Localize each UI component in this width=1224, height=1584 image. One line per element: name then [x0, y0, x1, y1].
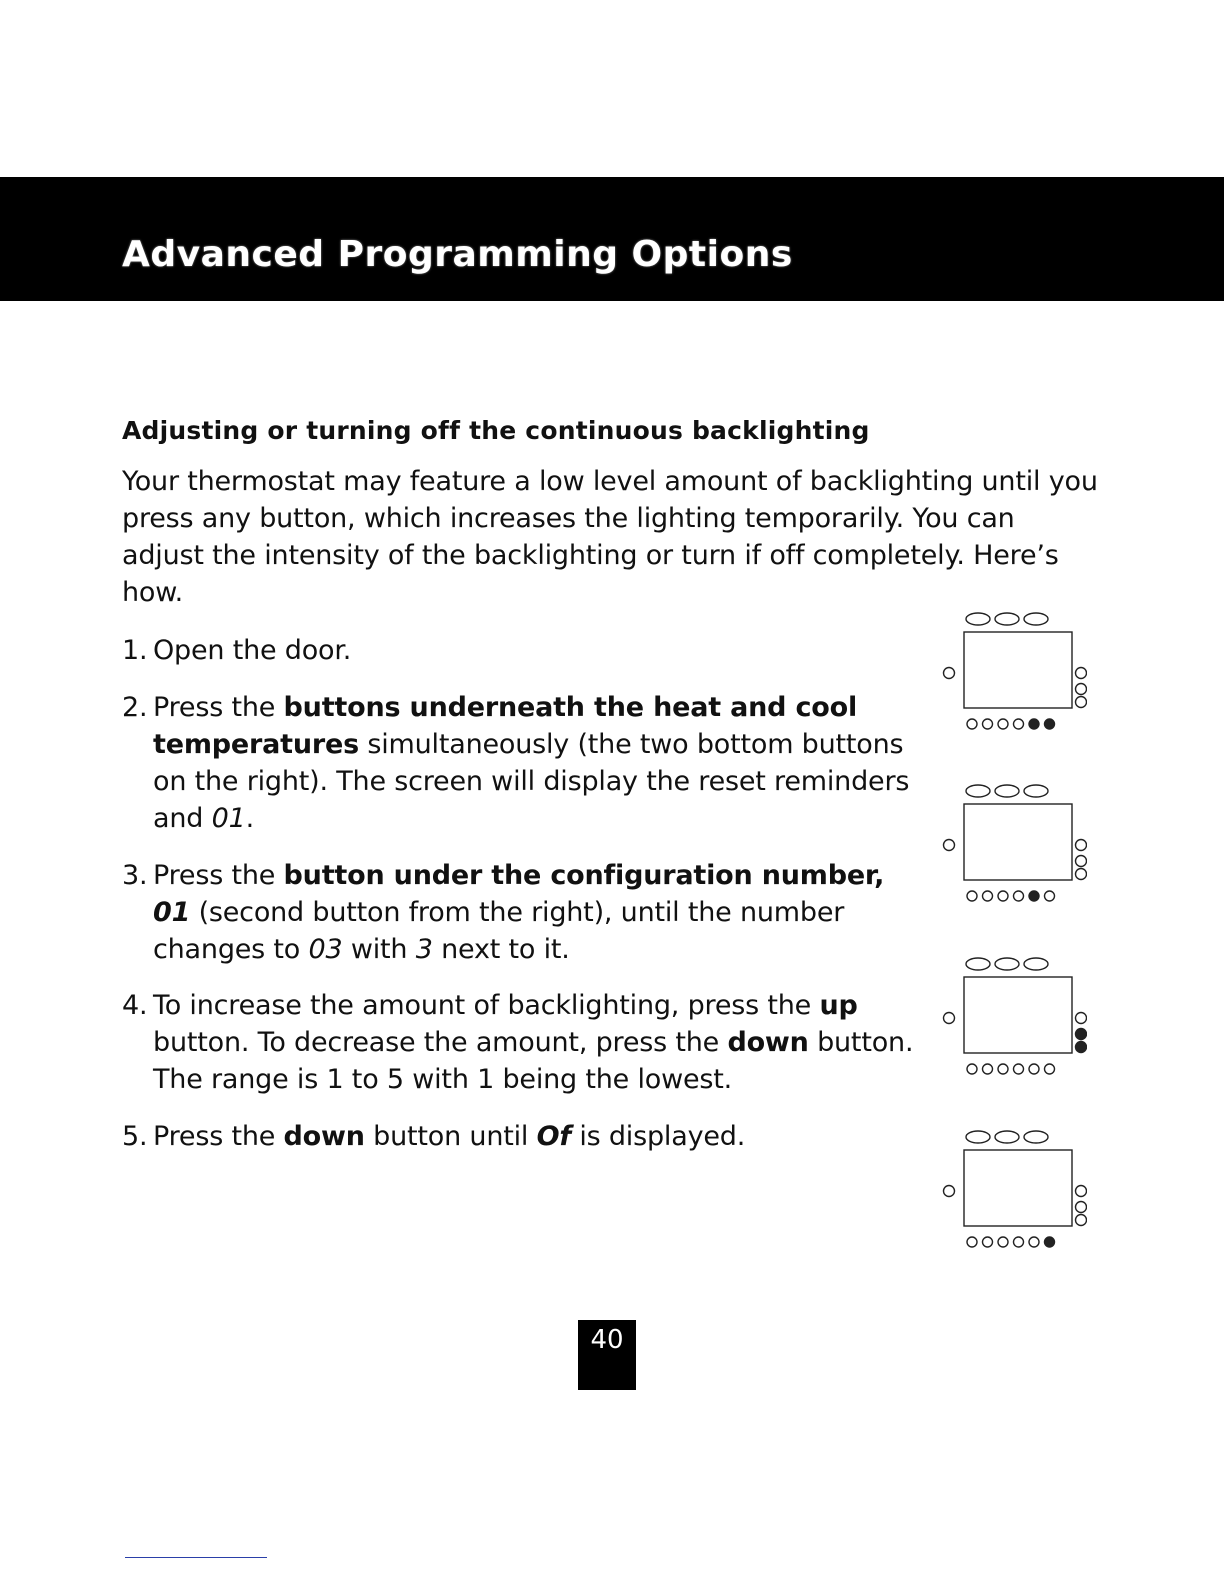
side-button [944, 840, 955, 851]
step-text-run: is displayed. [570, 1121, 746, 1152]
step-text-run: 01 [153, 897, 191, 928]
step-text-run: button. The range is 1 to 5 with 1 being the lowest. [153, 1027, 914, 1095]
bottom-button [967, 1064, 977, 1074]
step-text-run [537, 1121, 571, 1152]
display-screen [964, 977, 1072, 1053]
step-text-run: button. To decrease the amount, press the [153, 1027, 728, 1058]
top-oval-button [1024, 785, 1048, 797]
step-text [122, 1118, 922, 1155]
step-text-run: up [819, 990, 858, 1021]
top-oval-button [966, 1131, 990, 1143]
step-text-run: 3 [415, 934, 433, 965]
side-button [1076, 840, 1087, 851]
step-text-run: with [342, 934, 416, 965]
step-number: 2. [122, 692, 148, 723]
footer-rule [125, 1557, 267, 1558]
bottom-button [983, 1237, 993, 1247]
step-item [122, 857, 922, 968]
thermostat-diagram-step-4 [937, 953, 1087, 1123]
step-item [122, 632, 922, 669]
bottom-button-pressed [1029, 891, 1039, 901]
intro-paragraph: Your thermostat may feature a low level amount of backlighting until you press any button, which increases the lighting temporarily. You can adjust the intensity of the backlighting or turn if off completely. Here’s how. [122, 466, 1098, 608]
top-oval-button [966, 785, 990, 797]
step-text-run: Open the door. [153, 635, 352, 666]
bottom-button [998, 1237, 1008, 1247]
bottom-button-pressed [1045, 719, 1055, 729]
step-number: 3. [122, 860, 148, 891]
top-oval-button [1024, 613, 1048, 625]
step-text-run: . [245, 803, 254, 834]
step-item [122, 689, 912, 837]
bottom-button-pressed [1029, 719, 1039, 729]
thermostat-diagram-step-3 [937, 780, 1087, 950]
side-button [1076, 869, 1087, 880]
thermostat-diagram-step-2 [937, 608, 1087, 778]
bottom-button [998, 1064, 1008, 1074]
bottom-button [1014, 891, 1024, 901]
page-title: Advanced Programming Options [122, 234, 793, 275]
side-button [1076, 1013, 1087, 1024]
step-text-run: 01 [211, 803, 246, 834]
step-number: 1. [122, 635, 148, 666]
step-text [122, 632, 922, 669]
top-oval-button [1024, 1131, 1048, 1143]
bottom-button [998, 719, 1008, 729]
step-text [122, 857, 922, 968]
side-button [1076, 1215, 1087, 1226]
step-text-run: button under the configuration number, [283, 860, 885, 891]
top-oval-button [995, 613, 1019, 625]
step-item [122, 1118, 922, 1155]
step-text-run [153, 897, 190, 928]
side-button [1076, 697, 1087, 708]
bottom-button [998, 891, 1008, 901]
bottom-button [1014, 1237, 1024, 1247]
thermostat-svg [937, 953, 1087, 1123]
side-button-pressed [1076, 1029, 1087, 1040]
bottom-button [1029, 1237, 1039, 1247]
bottom-button-pressed [1045, 1237, 1055, 1247]
step-text-run: Press the [153, 860, 284, 891]
side-button [1076, 684, 1087, 695]
bottom-button [1014, 719, 1024, 729]
bottom-button [1045, 891, 1055, 901]
top-oval-button [995, 958, 1019, 970]
top-oval-button [995, 1131, 1019, 1143]
top-oval-button [966, 613, 990, 625]
step-text-run: Of [536, 1121, 571, 1152]
thermostat-diagram-step-5 [937, 1126, 1087, 1296]
thermostat-svg [937, 780, 1087, 950]
bottom-button [983, 719, 993, 729]
side-button [1076, 1186, 1087, 1197]
bottom-button [983, 1064, 993, 1074]
section-heading: Adjusting or turning off the continuous backlighting [122, 416, 870, 445]
step-text [122, 689, 912, 837]
bottom-button [1014, 1064, 1024, 1074]
step-text-run: To increase the amount of backlighting, press the [153, 990, 820, 1021]
top-oval-button [995, 785, 1019, 797]
step-text-run: button until [364, 1121, 537, 1152]
display-screen [964, 804, 1072, 880]
bottom-button [967, 1237, 977, 1247]
bottom-button [967, 891, 977, 901]
page-number: 40 [578, 1320, 636, 1390]
side-button [944, 1186, 955, 1197]
step-text-run: 03 [308, 934, 343, 965]
step-text-run: down [727, 1027, 809, 1058]
step-text-run: buttons underneath the heat and cool temperatures [153, 692, 858, 760]
thermostat-svg [937, 608, 1087, 778]
side-button [944, 668, 955, 679]
step-text-run: simultaneously (the two bottom buttons on the right). The screen will display the reset reminders and [153, 729, 910, 834]
step-number: 4. [122, 990, 148, 1021]
side-button [1076, 1202, 1087, 1213]
step-text-run: Press the [153, 692, 284, 723]
side-button [1076, 856, 1087, 867]
step-text [122, 987, 922, 1098]
step-text-run: down [283, 1121, 365, 1152]
bottom-button [1045, 1064, 1055, 1074]
step-text-run: next to it. [432, 934, 570, 965]
step-text-run: Press the [153, 1121, 284, 1152]
display-screen [964, 632, 1072, 708]
side-button-pressed [1076, 1042, 1087, 1053]
step-text-run: (second button from the right), until the number changes to [153, 897, 845, 965]
step-item [122, 987, 922, 1098]
top-oval-button [966, 958, 990, 970]
bottom-button [983, 891, 993, 901]
bottom-button [1029, 1064, 1039, 1074]
thermostat-svg [937, 1126, 1087, 1296]
display-screen [964, 1150, 1072, 1226]
bottom-button [967, 719, 977, 729]
side-button [944, 1013, 955, 1024]
step-number: 5. [122, 1121, 148, 1152]
side-button [1076, 668, 1087, 679]
top-oval-button [1024, 958, 1048, 970]
